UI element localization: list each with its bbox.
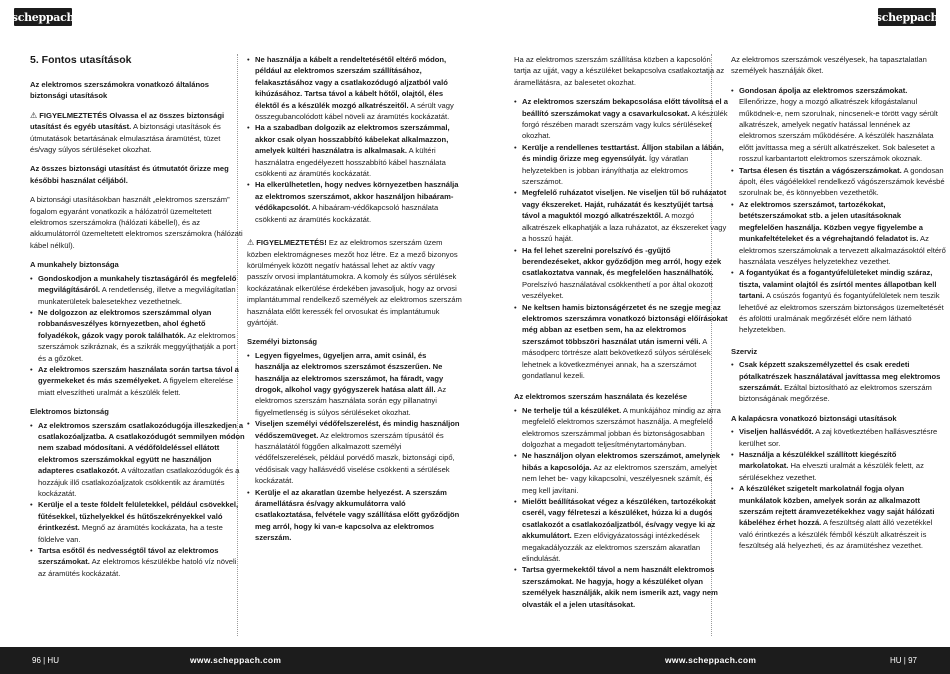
personal-safety-list-cont bbox=[514, 96, 729, 381]
list-item: • Megfelelő ruházatot viseljen. Ne viseljen tűl bő ruházatot vagy ékszereket. Haját, ruházatát és kesztyűjét tartsa távol a maguktól mozgó alkatrészektől. A mozgó alkatrészek elkaphatják a laza ruházatot, az ékszereket vagy a hosszú haját. bbox=[514, 187, 729, 244]
column-1 bbox=[30, 54, 245, 587]
personal-safety-heading: Személyi biztonság bbox=[247, 337, 318, 347]
warning-triangle-icon: ⚠ bbox=[247, 238, 255, 248]
list-item: • Gondoskodjon a munkahely tisztaságáról és megfelelő megvilágításáról. A rendetlenség, illetve a megvilágítatlan munkaterületek balesetekhez vezethetnek. bbox=[30, 273, 245, 307]
list-item: • Kerülje a rendellenes testtartást. Álljon stabilan a lábán, és mindig őrizze meg egyensúlyát. Így váratlan helyzetekben is jobban irányíthatja az elektromos szerszámot. bbox=[514, 142, 729, 188]
intro-paragraph: Az elektromos szerszámok veszélyesek, ha tapasztalatlan személyek használják őket. bbox=[731, 55, 927, 76]
tool-use-list-cont bbox=[731, 85, 946, 336]
list-item: • Használja a készülékkel szállított kiegészítő markolatokat. Ha elveszti uralmát a készülék felett, az sérülésekhez vezethet. bbox=[731, 449, 946, 483]
list-item: • Mielőtt beállításokat végez a készüléken, tartozékokat cserél, vagy félreteszi a készüléket, húzza ki a dugós csatlakozót a csatlakozóaljzatból, és/vagy vegye ki az akkumulátort. Ezen elővigyázatossági intézkedések megakadályozzák az elektromos szerszám akaratlan elindulását. bbox=[514, 496, 729, 564]
emf-warning: ⚠ FIGYELMEZTETÉS! Ez az elektromos szerszám üzem közben elektromágneses mezőt hoz létre. Ez a mező bizonyos körülmények között negatív hatással lehet az aktív vagy passzív orvosi implantátumokra. A komoly és súlyos sérülések kockázatának elkerülése érdekében javasoljuk, hogy az orvosi implantátummal rendelkező személyek az elektromos szerszám használata előtt keressék fel orvosukat és implantátumuk gyártóját. bbox=[247, 238, 462, 327]
page-number-left: 96 | HU bbox=[32, 656, 59, 665]
footer-bar bbox=[0, 647, 950, 674]
list-item: • Ha elkerülhetetlen, hogy nedves környezetben használja az elektromos szerszámot, akkor használjon hibaáram-védőkapcsolót. A hibaáram-védőkapcsoló használata csökkenti az áramütés kockázatát. bbox=[247, 179, 462, 225]
list-item: • Viseljen hallásvédőt. A zaj következtében hallásvesztésre kerülhet sor. bbox=[731, 426, 946, 449]
list-item: • Ne dolgozzon az elektromos szerszámmal olyan robbanásveszélyes környezetben, ahol éghető folyadékok, gázok vagy porok találhatók. Az elektromos szerszámok szikráznak, és a szikrák meggyújthatják a port és a gőzöket. bbox=[30, 307, 245, 364]
hammer-safety-list bbox=[731, 426, 946, 551]
list-item: • Legyen figyelmes, ügyeljen arra, amit csinál, és használja az elektromos szerszámot észszerűen. Ne használja az elektromos szerszámot, ha fáradt, vagy drogok, alkohol vagy gyógyszerek hatása alatt áll. Az elektromos szerszám használata során egy pillanatnyi figyelmetlenség is súlyos sérüléseket okozhat. bbox=[247, 350, 462, 418]
list-item: • Ne keltsen hamis biztonságérzetet és ne szegje meg az elektromos szerszámra vonatkozó biztonsági előírásokat még abban az esetben sem, ha az elektromos szerszámot többszöri használat után ismerni véli. A másodperc törtrésze alatt bekövetkező súlyos sérülések lehetnek a következményei annak, ha a szerszámot gondatlanul kezeli. bbox=[514, 302, 729, 382]
keep-instructions: Az összes biztonsági utasítást és útmutatót őrizze meg későbbi használat céljából. bbox=[30, 164, 229, 185]
list-item: • A fogantyúkat és a fogantyúfelületeket mindig száraz, tiszta, valamint olajtól és zsírtól mentes állapotban kell tartani. A csúszós fogantyú és fogantyúfelületek nem teszik lehetővé az elektromos szerszám biztonságos üzemeltetését és afölötti uralmának megőrzését előre nem látható helyzetekben. bbox=[731, 267, 946, 335]
intro-paragraph: Ha az elektromos szerszám szállítása közben a kapcsolón tartja az ujját, vagy a készüléket bekapcsolva csatlakoztatja az áramellátásra, az balesetet okozhat. bbox=[514, 55, 725, 87]
electrical-heading: Elektromos biztonság bbox=[30, 407, 109, 417]
column-3 bbox=[514, 54, 729, 618]
list-item: • A készüléket szigetelt markolatnál fogja olyan munkálatok közben, amelyek során az alkalmazott szerszám rejtett áramvezetékekhez vagy saját hálózati kábeléhez érhet hozzá. A feszültség alatt álló vezetékkel való érintkezés a készülék fémből készült alkatrészeit is feszültség alá helyezheti, és az áramütéshez vezethet. bbox=[731, 483, 946, 551]
service-heading: Szerviz bbox=[731, 346, 758, 356]
list-item: • Tartsa élesen és tisztán a vágószerszámokat. A gondosan ápolt, éles vágóélekkel rendelkező vágószerszámok kevésbé szorulnak be, és könnyebben vezethetők. bbox=[731, 165, 946, 199]
list-item: • Ha a szabadban dolgozik az elektromos szerszámmal, akkor csak olyan hosszabbító kábelekat alkalmazzon, amelyek kültéri használatra is alkalmasak. A kültéri használatra engedélyezett hosszabbító kábel használata csökkenti az áramütés kockázatát. bbox=[247, 122, 462, 179]
list-item: • Az elektromos szerszám használata során tartsa távol a gyermekeket és más személyeket. A figyelem elterelése miatt elveszítheti uralmát a készülék felett. bbox=[30, 364, 245, 398]
list-item: • Gondosan ápolja az elektromos szerszámokat. Ellenőrizze, hogy a mozgó alkatrészek kifogástalanul működnek-e, nem szorulnak, nincsenek-e törött vagy sérült alkatrészek, amelyek negatív hatással lennének az elektromos szerszám működésére. A készülék használata előtt javíttassa meg a sérült alkatrészeket. Sok balesetet a rosszul karbantartott elektromos szerszámok okoznak. bbox=[731, 85, 946, 165]
column-4 bbox=[731, 54, 946, 560]
hammer-safety-heading: A kalapácsra vonatkozó biztonsági utasítások bbox=[731, 413, 897, 423]
personal-safety-list bbox=[247, 350, 462, 544]
electrical-list bbox=[30, 420, 245, 580]
list-item: • Tartsa gyermekektől távol a nem használt elektromos szerszámokat. Ne hagyja, hogy a készüléket olyan személyek használják, akik nem ismerik azt, vagy nem olvasták el a jelen utasításokat. bbox=[514, 564, 729, 610]
service-list bbox=[731, 359, 946, 405]
list-item: • Ne használjon olyan elektromos szerszámot, amelynek hibás a kapcsolója. Az az elektromos szerszám, amelyet nem lehet be- vagy kikapcsolni, veszélyesnek számít, és meg kell javítani. bbox=[514, 450, 729, 496]
website-link[interactable]: www.scheppach.com bbox=[190, 655, 282, 665]
list-item: • Kerülje el az akaratlan üzembe helyezést. A szerszám áramellátásra és/vagy akkumulátorra való csatlakoztatása, felvétele vagy szállítása előtt győződjön meg arról, hogy ki van-e kapcsolva az elektromos szerszám. bbox=[247, 487, 462, 544]
scheppach-logo: scheppach bbox=[14, 8, 72, 26]
tool-use-list bbox=[514, 405, 729, 610]
list-item: • Kerülje el a teste földelt felületekkel, például csövekkel, fűtésekkel, tűzhelyekkel és hűtőszekrényekkel való érintkezést. Megnő az áramütés kockázata, ha a teste földelve van. bbox=[30, 499, 245, 545]
tool-use-heading: Az elektromos szerszám használata és kezelése bbox=[514, 392, 688, 402]
list-item: • Ha fel lehet szerelni porelszívó és -gyűjtő berendezéseket, akkor győződjön meg arról, hogy ezek csatlakoztatva vannak, és megfelelően használhatók. Porelszívó használatával csökkenthetí a por által okozott veszélyeket. bbox=[514, 245, 729, 302]
column-2 bbox=[247, 54, 462, 552]
scheppach-logo-right: scheppach bbox=[878, 8, 936, 26]
work-area-heading: A munkahely biztonsága bbox=[30, 260, 119, 270]
list-item: • Az elektromos szerszám csatlakozódugója illeszkedjen a csatlakozóaljzatba. A csatlakozódugót semmilyen módon nem szabad módosítani. A védőföldeléssel ellátott elektromos szerszámokkal együtt ne használjon adapteres csatlakozót. A változatlan csatlakozódugók és a hozzájuk illő csatlakozóaljzatok csökkentik az áramütés kockázatát. bbox=[30, 420, 245, 500]
electrical-list-cont bbox=[247, 54, 462, 225]
warning-paragraph: ⚠ FIGYELMEZTETÉS Olvassa el az összes biztonsági utasítást és egyéb utasítást. A biztonsági utasítások és útmutatások betartásának elmulasztása áramütést, tüzet és/vagy súlyos sérüléseket okozhat. bbox=[30, 110, 225, 155]
list-item: • Ne használja a kábelt a rendeltetésétől eltérő módon, például az elektromos szerszám szállításához, felakasztásához vagy a csatlakozódugó aljzatból való kihúzásához. Tartsa távol a kábelt hőtől, olajtól, éles élektől és a készülék mozgó alkatrészeitől. A sérült vagy összegubancolódott kábel növeli az áramütés kockázatát. bbox=[247, 54, 462, 122]
warning-triangle-icon: ⚠ bbox=[30, 110, 38, 120]
section-title: 5. Fontos utasítások bbox=[30, 54, 132, 66]
website-link-right[interactable]: www.scheppach.com bbox=[665, 655, 757, 665]
list-item: • Viseljen személyi védőfelszerelést, és mindig használjon védőszemüveget. Az elektromos szerszám típusától és használatától függően alkalmazott személyi védőfelszerelések, például porvédő maszk, biztonsági cipő, védősisak vagy hallásvédő viselése csökkenti a sérülések kockázatát. bbox=[247, 418, 462, 486]
list-item: • Ne terhelje túl a készüléket. A munkájához mindig az arra megfelelő elektromos szerszámot használja. A megfelelő elektromos szerszámmal jobban és biztonságosabban dolgozhat a megadott teljesítménytartományban. bbox=[514, 405, 729, 451]
general-heading: Az elektromos szerszámokra vonatkozó általános biztonsági utasítások bbox=[30, 80, 209, 101]
list-item: • Az elektromos szerszámot, tartozékokat, betétszerszámokat stb. a jelen utasításoknak megfelelően használja. Közben vegye figyelembe a munkafeltételeket és a végrehajtandó feladatot is. Az elektromos szerszámoknak a tervezett alkalmazásoktól eltérő használata veszélyes helyzetekhez vezethet. bbox=[731, 199, 946, 267]
list-item: • Tartsa esőtől és nedvességtől távol az elektromos szerszámokat. Az elektromos készülékbe hatoló víz növeli az áramütés kockázatát. bbox=[30, 545, 245, 579]
page-number-right: HU | 97 bbox=[890, 656, 917, 665]
list-item: • Az elektromos szerszám bekapcsolása előtt távolítsa el a beállító szerszámokat vagy a csavarkulcsokat. A készülék forgó részében maradt szerszám vagy kulcs sérüléseket okozhat. bbox=[514, 96, 729, 142]
list-item: • Csak képzett szakszemélyzettel és csak eredeti pótalkatrészek használatával javíttassa meg elektromos szerszámát. Ezáltal biztosítható az elektromos szerszám biztonságának megőrzése. bbox=[731, 359, 946, 405]
definition-paragraph: A biztonsági utasításokban használt „elektromos szerszám” fogalom egyaránt vonatkozik a hálózatról üzemeltetett elektromos szerszámokra (hálózati kábellel), és az akkumulátorról üzemeltetett elektromos szerszámokra (hálózati kábel nélkül). bbox=[30, 195, 243, 250]
work-area-list bbox=[30, 273, 245, 398]
